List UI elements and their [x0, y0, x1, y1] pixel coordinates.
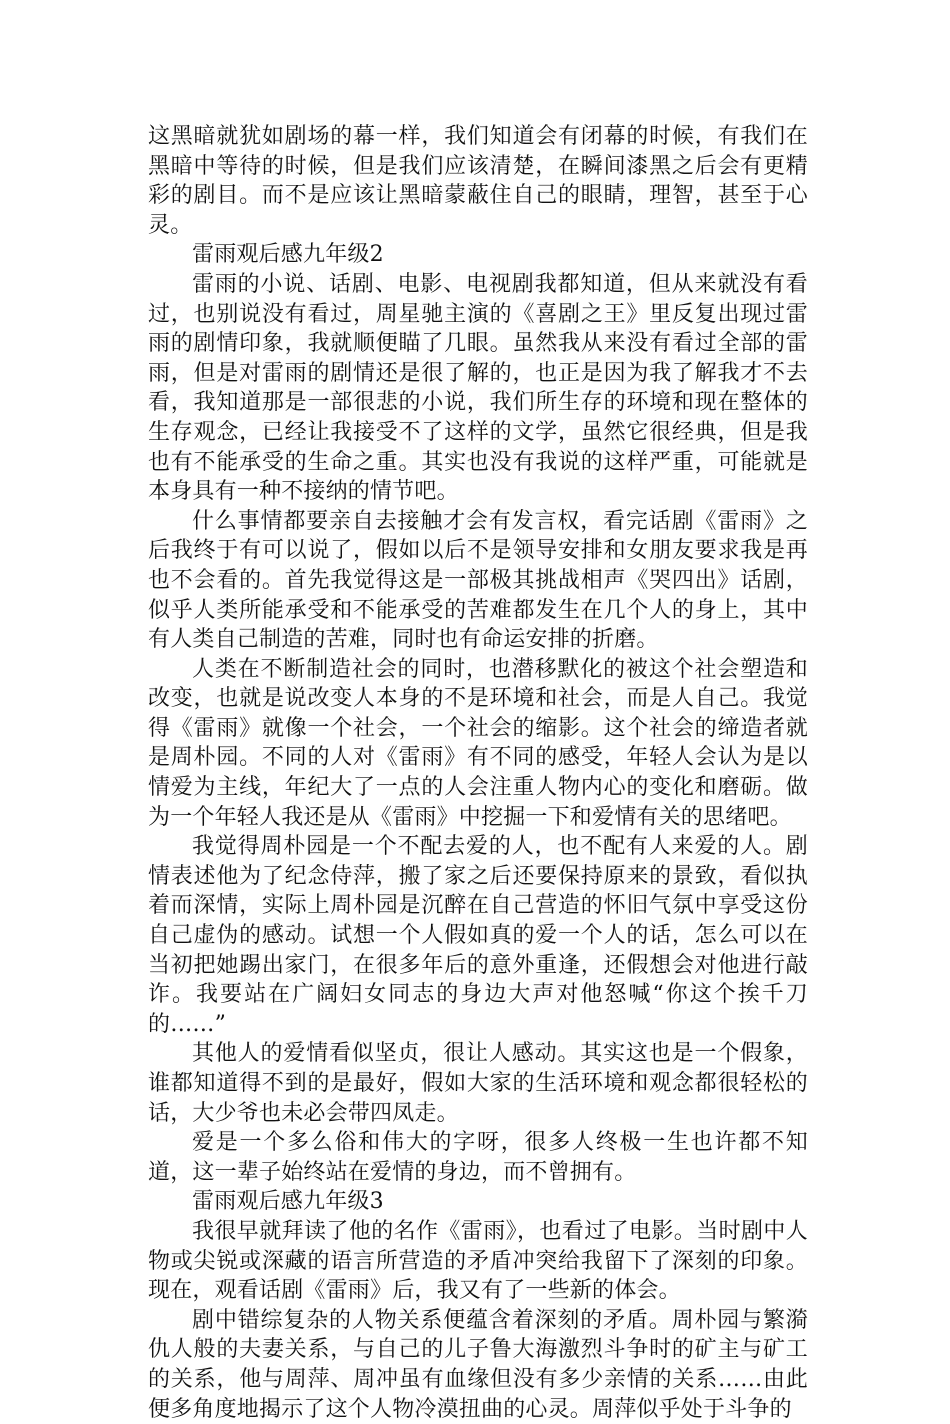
paragraph: 人类在不断制造社会的同时，也潜移默化的被这个社会塑造和改变，也就是说改变人本身的不是环境和社会，而是人自己。我觉得《雷雨》就像一个社会，一个社会的缩影。这个社会的缔造者就是周朴园。不同的人对《雷雨》有不同的感受，年轻人会认为是以情爱为主线，年纪大了一点的人会注重人物内心的变化和磨砺。做为一个年轻人我还是从《雷雨》中挖掘一下和爱情有关的思绪吧。	[148, 656, 808, 830]
section-heading: 雷雨观后感九年级2	[192, 242, 384, 268]
paragraph: 爱是一个多么俗和伟大的字呀，很多人终极一生也许都不知道，这一辈子始终站在爱情的身边，而不曾拥有。	[148, 1130, 808, 1185]
paragraph: 其他人的爱情看似坚贞，很让人感动。其实这也是一个假象，谁都知道得不到的是最好，假如大家的生活环境和观念都很轻松的话，大少爷也未必会带四凤走。	[148, 1041, 808, 1126]
paragraph: 我很早就拜读了他的名作《雷雨》，也看过了电影。当时剧中人物或尖锐或深藏的语言所营造的矛盾冲突给我留下了深刻的印象。现在，观看话剧《雷雨》后，我又有了一些新的体会。	[148, 1218, 808, 1304]
paragraph: 雷雨的小说、话剧、电影、电视剧我都知道，但从来就没有看过，也别说没有看过，周星驰主演的《喜剧之王》里反复出现过雷雨的剧情印象，我就顺便瞄了几眼。虽然我从来没有看过全部的雷雨，但是对雷雨的剧情还是很了解的，也正是因为我了解我才不去看，我知道那是一部很悲的小说，我们所生存的环境和现在整体的生存观念，已经让我接受不了这样的文学，虽然它很经典，但是我也有不能承受的生命之重。其实也没有我说的这样严重，可能就是本身具有一种不接纳的情节吧。	[148, 271, 808, 505]
section-heading: 雷雨观后感九年级3	[192, 1189, 384, 1215]
document-body	[148, 122, 808, 1424]
paragraph: 我觉得周朴园是一个不配去爱的人，也不配有人来爱的人。剧情表述他为了纪念侍萍，搬了家之后还要保持原来的景致，看似执着而深情，实际上周朴园是沉醉在自己营造的怀旧气氛中享受这份自己虚伪的感动。试想一个人假如真的爱一个人的话，怎么可以在当初把她踢出家门，在很多年后的意外重逢，还假想会对他进行敲诈。我要站在广阔妇女同志的身边大声对他怒喊“你这个挨千刀的……”	[148, 834, 808, 1037]
paragraph: 这黑暗就犹如剧场的幕一样，我们知道会有闭幕的时候，有我们在黑暗中等待的时候，但是我们应该清楚，在瞬间漆黑之后会有更精彩的剧目。而不是应该让黑暗蒙蔽住自己的眼睛，理智，甚至于心灵。	[148, 124, 808, 238]
paragraph: 剧中错综复杂的人物关系便蕴含着深刻的矛盾。周朴园与繁漪仇人般的夫妻关系，与自己的儿子鲁大海激烈斗争时的矿主与矿工的关系，他与周萍、周冲虽有血缘但没有多少亲情的关系……由此便多角度地揭示了这个人物冷漠扭曲的心灵。周萍似乎处于斗争的	[148, 1307, 808, 1422]
paragraph: 什么事情都要亲自去接触才会有发言权，看完话剧《雷雨》之后我终于有可以说了，假如以后不是领导安排和女朋友要求我是再也不会看的。首先我觉得这是一部极其挑战相声《哭四出》话剧，似乎人类所能承受和不能承受的苦难都发生在几个人的身上，其中有人类自己制造的苦难，同时也有命运安排的折磨。	[148, 508, 808, 653]
